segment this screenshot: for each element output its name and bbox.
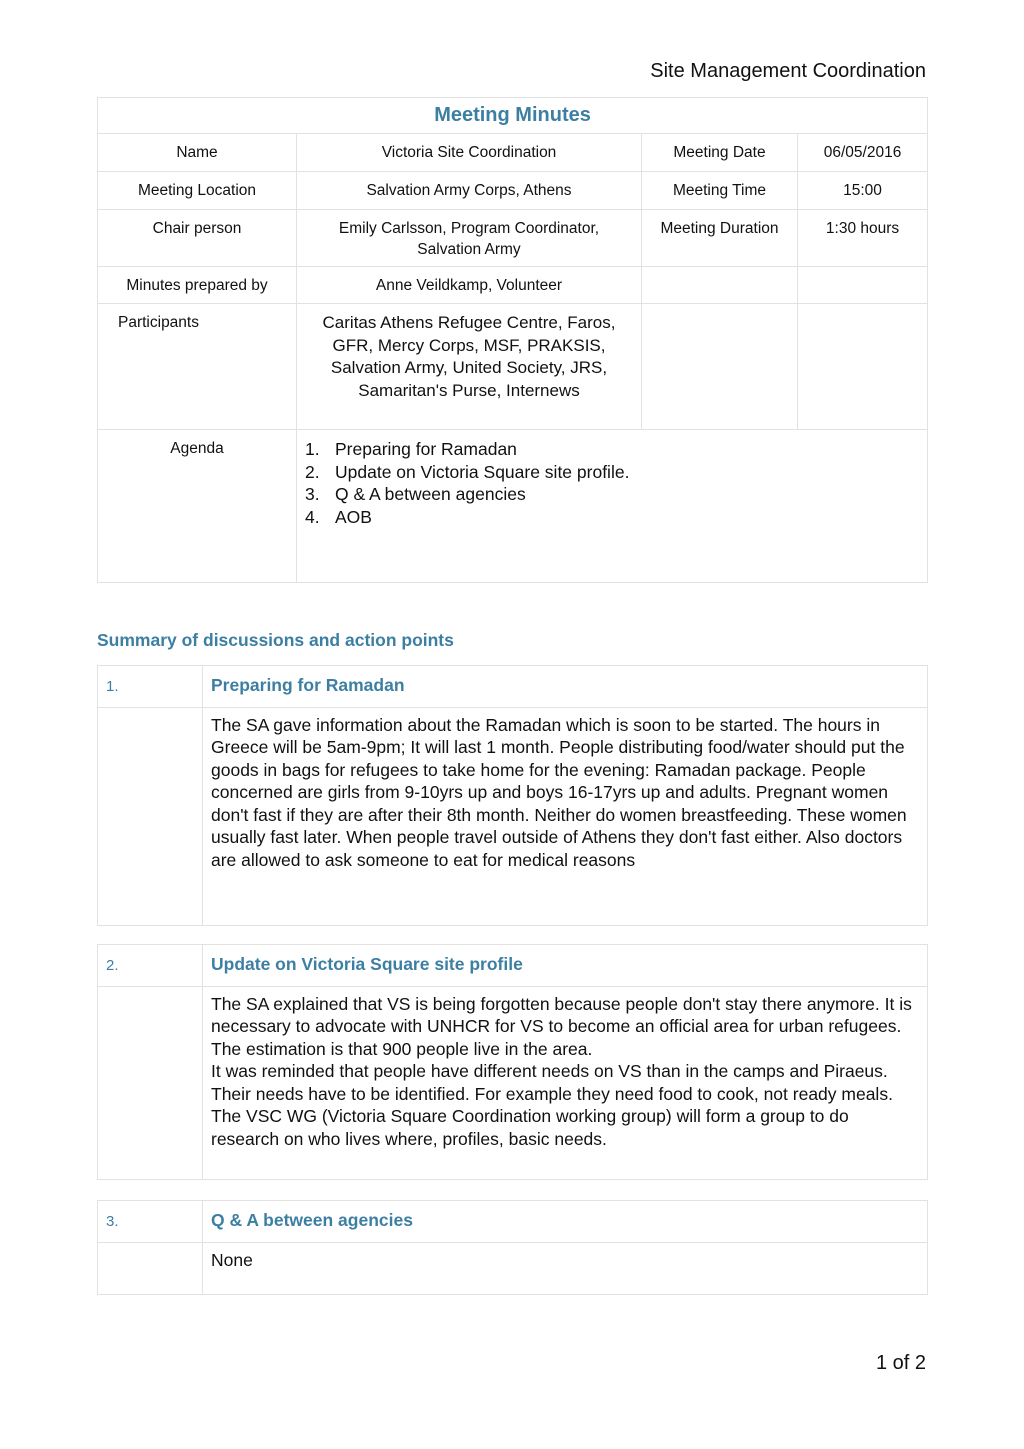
meeting-date-label: Meeting Date <box>642 134 798 172</box>
meeting-minutes-title: Meeting Minutes <box>98 98 928 134</box>
empty-cell <box>98 986 203 1179</box>
empty-cell <box>642 304 798 430</box>
empty-cell <box>798 267 928 304</box>
chair-person-value: Emily Carlsson, Program Coordinator, Salvation Army <box>297 210 642 267</box>
page-number: 1 of 2 <box>875 1352 926 1374</box>
section-2-table <box>97 944 928 1180</box>
name-label: Name <box>98 134 297 172</box>
section-header-row <box>98 666 928 708</box>
section-paragraph: The SA gave information about the Ramadan which is soon to be started. The hours in Greece will be 5am-9pm; It will last 1 month. People distributing food/water should put the goods in bags for refugees to take home for the evening: Ramadan package. People concerned are girls from 9-10yrs up and boys 16-17yrs up and adults. Pregnant women don't fast if they are after their 8th month. Neither do women breastfeeding. These women usually fast later. When people travel outside of Athens they don't fast either. Also doctors are allowed to ask someone to eat for medical reasons <box>211 714 907 870</box>
meeting-duration-value: 1:30 hours <box>798 210 928 267</box>
participants-label: Participants <box>98 304 297 430</box>
agenda-item <box>305 483 919 506</box>
title-row <box>98 98 928 134</box>
agenda-label: Agenda <box>98 430 297 583</box>
meeting-time-label: Meeting Time <box>642 172 798 210</box>
empty-cell <box>98 707 203 925</box>
agenda-list-cell <box>297 430 928 583</box>
agenda-item-number: 3. <box>305 484 320 504</box>
agenda-item-number: 4. <box>305 506 320 527</box>
section-paragraph: It was reminded that people have different needs on VS than in the camps and Piraeus. Their needs have to be identified. For example they need food to cook, not ready meals. The VSC WG (Victoria Square Coordination working group) will form a group to do research on who lives where, profiles, basic needs. <box>211 1061 893 1149</box>
name-value: Victoria Site Coordination <box>297 134 642 172</box>
section-number: 1. <box>98 666 203 708</box>
section-title: Update on Victoria Square site profile <box>203 945 928 987</box>
section-title: Preparing for Ramadan <box>203 666 928 708</box>
section-header-row <box>98 1201 928 1243</box>
section-body-row <box>98 707 928 925</box>
agenda-item-number: 2. <box>305 461 320 482</box>
agenda-item-number: 1. <box>305 439 320 459</box>
agenda-row <box>98 430 928 583</box>
meeting-date-value: 06/05/2016 <box>798 134 928 172</box>
participants-value: Caritas Athens Refugee Centre, Faros, GFR, Mercy Corps, MSF, PRAKSIS, Salvation Army, United Society, JRS, Samaritan's Purse, Internews <box>297 304 642 430</box>
minutes-row <box>98 267 928 304</box>
agenda-item-text: Q & A between agencies <box>335 484 526 504</box>
empty-cell <box>642 267 798 304</box>
meeting-info-table <box>97 97 928 583</box>
participants-row <box>98 304 928 430</box>
name-row <box>98 134 928 172</box>
agenda-item <box>305 461 919 484</box>
agenda-item-text: Preparing for Ramadan <box>335 439 517 459</box>
meeting-time-value: 15:00 <box>798 172 928 210</box>
location-row <box>98 172 928 210</box>
agenda-list <box>305 438 919 528</box>
agenda-item-text: AOB <box>335 506 372 527</box>
meeting-duration-label: Meeting Duration <box>642 210 798 267</box>
document-header-title: Site Management Coordination <box>650 60 926 82</box>
minutes-prepared-by-value: Anne Veildkamp, Volunteer <box>297 267 642 304</box>
section-title: Q & A between agencies <box>203 1201 928 1243</box>
summary-heading: Summary of discussions and action points <box>97 630 454 650</box>
section-paragraph: None <box>211 1249 253 1270</box>
agenda-item <box>305 438 919 461</box>
empty-cell <box>98 1242 203 1294</box>
section-header-row <box>98 945 928 987</box>
meeting-location-label: Meeting Location <box>98 172 297 210</box>
chair-row <box>98 210 928 267</box>
section-body-row <box>98 986 928 1179</box>
section-1-table <box>97 665 928 926</box>
section-paragraph: The SA explained that VS is being forgotten because people don't stay there anymore. It is necessary to advocate with UNHCR for VS to become an official area for urban refugees. The estimation is that 900 people live in the area. <box>211 993 912 1059</box>
section-number: 3. <box>98 1201 203 1243</box>
section-3-table <box>97 1200 928 1295</box>
agenda-item-text: Update on Victoria Square site profile. <box>335 461 630 482</box>
minutes-prepared-by-label: Minutes prepared by <box>98 267 297 304</box>
section-body <box>203 707 928 925</box>
section-body <box>203 1242 928 1294</box>
empty-cell <box>798 304 928 430</box>
section-number: 2. <box>98 945 203 987</box>
agenda-item <box>305 506 919 529</box>
chair-person-label: Chair person <box>98 210 297 267</box>
section-body-row <box>98 1242 928 1294</box>
meeting-location-value: Salvation Army Corps, Athens <box>297 172 642 210</box>
section-body <box>203 986 928 1179</box>
